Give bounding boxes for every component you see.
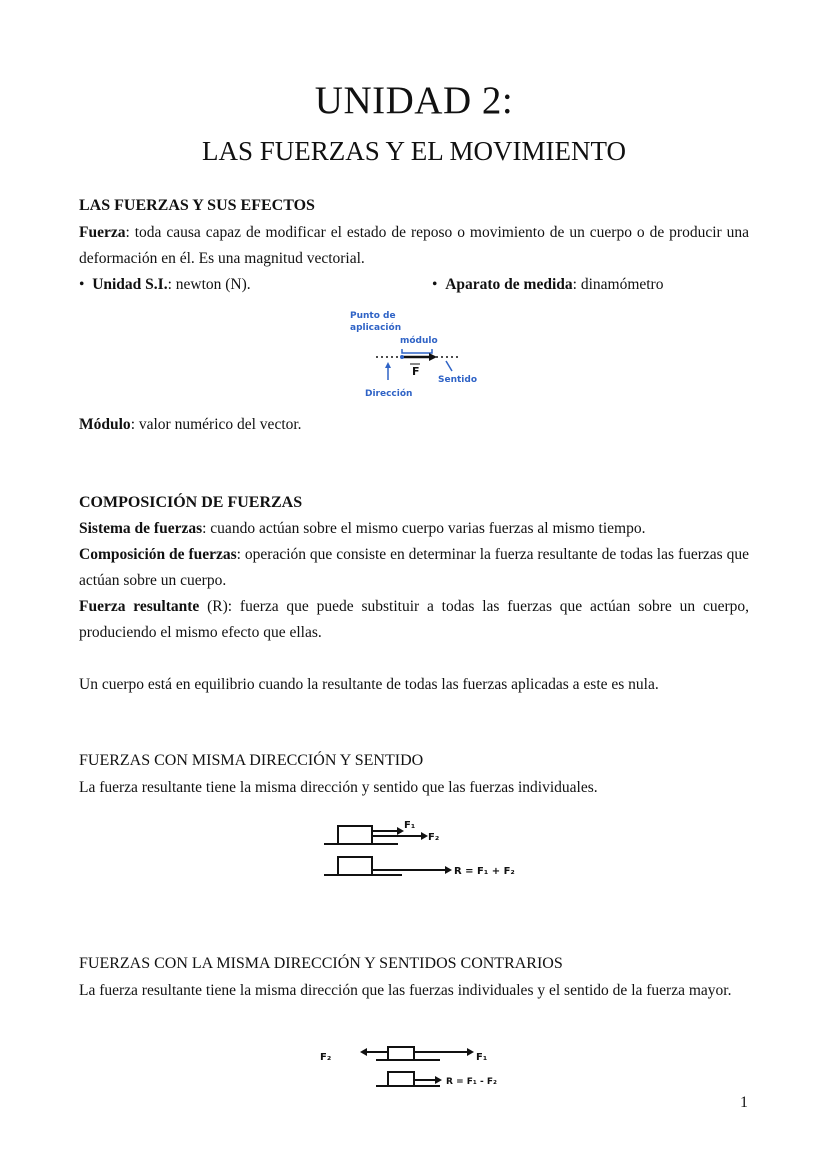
term-sistema: Sistema de fuerzas: [79, 520, 203, 537]
page-title: UNIDAD 2:: [314, 79, 514, 122]
definition-fuerza: : toda causa capaz de modificar el estado de reposo o movimiento de un cuerpo o de producir una deformación en él. Es una magnitud vectorial.: [79, 224, 749, 267]
label-f2: F₂: [428, 832, 440, 843]
diagram-same-direction: [318, 814, 518, 884]
term-composicion: Composición de fuerzas: [79, 546, 237, 563]
block-top: [388, 1047, 414, 1060]
resultant-arrowhead: [435, 1076, 442, 1084]
section-heading-fuerzas-efectos: LAS FUERZAS Y SUS EFECTOS: [79, 197, 315, 214]
paragraph-modulo: [79, 412, 749, 438]
diagram-label-sentido: Sentido: [438, 375, 478, 385]
term-fuerza: Fuerza: [79, 224, 126, 241]
label-f1: F₁: [404, 820, 416, 831]
direccion-pointer-head: [385, 362, 391, 368]
label-resultant: R = F₁ - F₂: [446, 1077, 497, 1087]
block-bottom: [388, 1072, 414, 1086]
definition-modulo: : valor numérico del vector.: [130, 416, 302, 433]
diagram-opposite-direction: [318, 1040, 518, 1095]
force-vector-arrowhead: [429, 353, 437, 361]
application-point: [400, 355, 404, 359]
label-f1: F₁: [476, 1052, 488, 1063]
diagram-label-direccion: Dirección: [365, 389, 413, 399]
paragraph-equilibrio: Un cuerpo está en equilibrio cuando la resultante de todas las fuerzas aplicadas a este es nula.: [79, 676, 659, 693]
paragraph-composicion: [79, 542, 749, 594]
f1-arrowhead: [467, 1048, 474, 1056]
term-aparato: Aparato de medida: [445, 276, 573, 293]
diagram-label-aplicacion: aplicación: [350, 323, 402, 333]
paragraph-sentidos-contrarios: La fuerza resultante tiene la misma dirección que las fuerzas individuales y el sentido de la fuerza mayor.: [79, 982, 732, 999]
section-heading-sentidos-contrarios: FUERZAS CON LA MISMA DIRECCIÓN Y SENTIDOS CONTRARIOS: [79, 955, 563, 972]
definition-composicion: : operación que consiste en determinar la fuerza resultante de todas las fuerzas que actúan sobre un cuerpo.: [79, 546, 749, 589]
definition-sistema: : cuando actúan sobre el mismo cuerpo varias fuerzas al mismo tiempo.: [202, 520, 646, 537]
paragraph-resultante: [79, 594, 749, 646]
paragraph-sistema: [79, 516, 749, 542]
paragraph-misma-direccion: La fuerza resultante tiene la misma dirección y sentido que las fuerzas individuales.: [79, 779, 598, 796]
diagram-label-punto: Punto de: [350, 311, 396, 321]
modulo-bracket: [402, 349, 432, 353]
bullet-aparato: • Aparato de medida: dinamómetro: [432, 276, 664, 293]
aparato-value: : dinamómetro: [572, 276, 664, 293]
section-heading-composicion: COMPOSICIÓN DE FUERZAS: [79, 494, 303, 511]
term-resultante: Fuerza resultante: [79, 598, 200, 615]
unidad-value: : newton (N).: [167, 276, 251, 293]
f1-arrowhead: [397, 827, 404, 835]
label-f2: F₂: [320, 1052, 332, 1063]
paragraph-fuerza: [79, 220, 749, 272]
block-top: [338, 826, 372, 844]
diagram-vector-label: F: [412, 365, 420, 378]
f2-arrowhead: [360, 1048, 367, 1056]
bullet-unidad: • Unidad S.I.: newton (N).: [79, 276, 251, 293]
definition-resultante: (R): fuerza que puede substituir a todas las fuerzas que actúan sobre un cuerpo, produciendo el mismo efecto que ellas.: [79, 598, 749, 641]
page-number: 1: [740, 1094, 748, 1111]
block-bottom: [338, 857, 372, 875]
term-modulo: Módulo: [79, 416, 131, 433]
sentido-pointer: [446, 361, 452, 371]
label-resultant: R = F₁ + F₂: [454, 866, 515, 877]
page-subtitle: LAS FUERZAS Y EL MOVIMIENTO: [202, 136, 626, 166]
f2-arrowhead: [421, 832, 428, 840]
term-unidad: Unidad S.I.: [92, 276, 168, 293]
diagram-label-modulo: módulo: [400, 336, 438, 346]
section-heading-misma-direccion: FUERZAS CON MISMA DIRECCIÓN Y SENTIDO: [79, 752, 424, 769]
resultant-arrowhead: [445, 866, 452, 874]
vector-diagram: [340, 305, 490, 403]
